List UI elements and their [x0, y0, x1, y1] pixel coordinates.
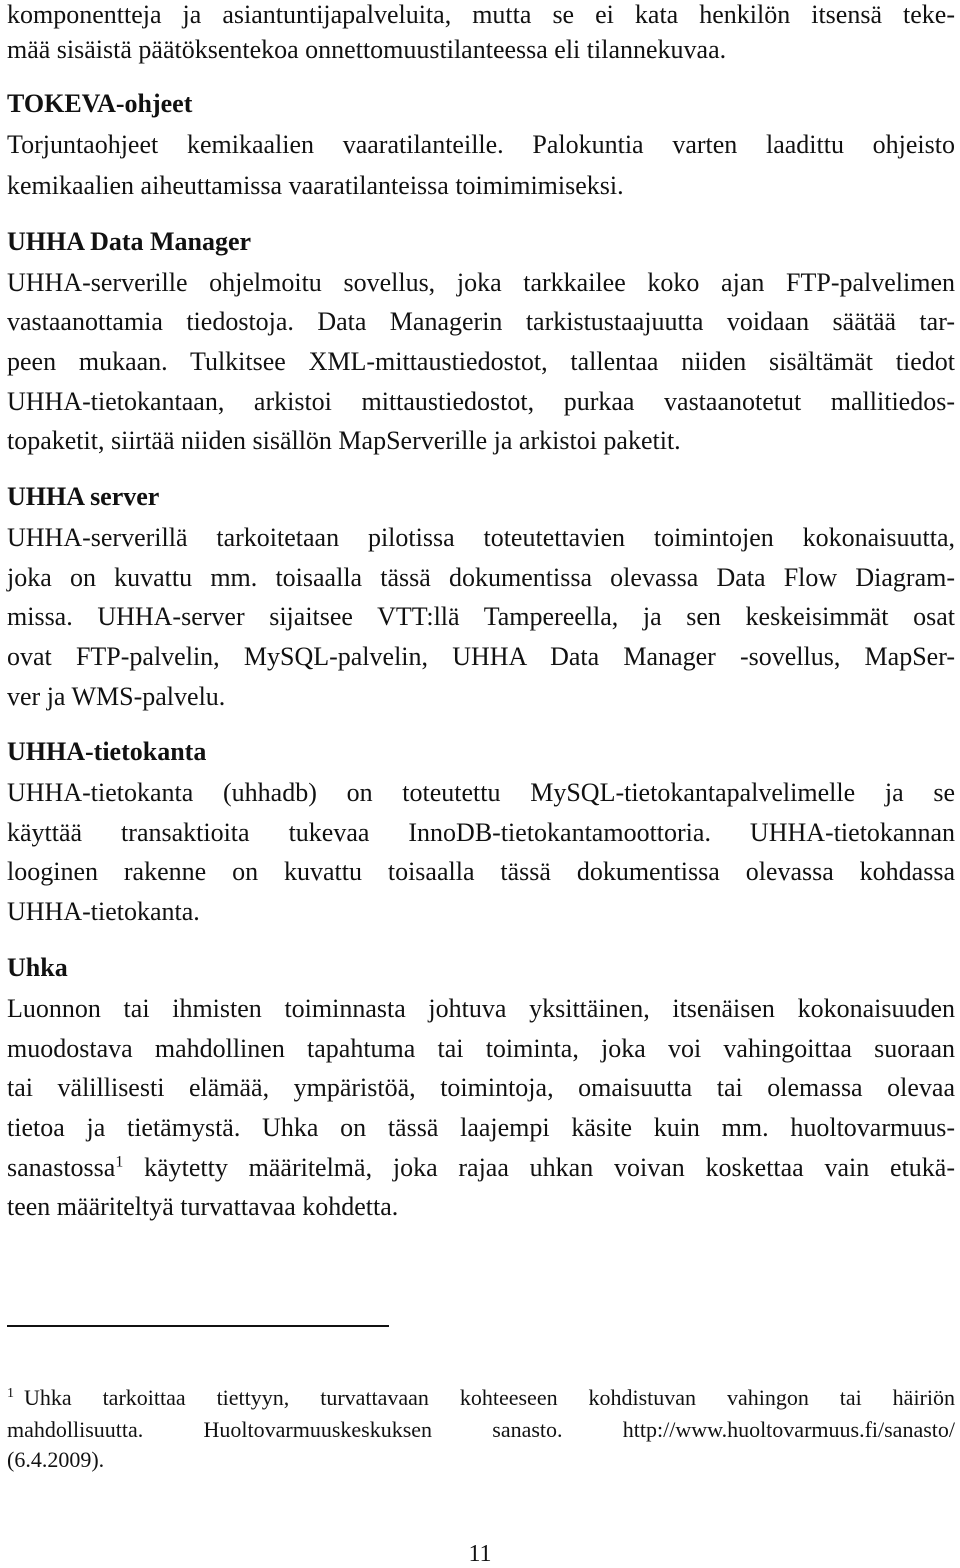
server-line-5: ver ja WMS-palvelu.: [7, 682, 226, 711]
data-manager-line-5: topaketit, siirtää niiden sisällön MapServerille ja arkistoi paketit.: [7, 426, 681, 455]
heading-uhka: Uhka: [7, 953, 68, 982]
footnote-line-3: (6.4.2009).: [7, 1447, 105, 1472]
data-manager-line-1: UHHA-serverille ohjelmoitu sovellus, joka tarkkailee koko ajan FTP-palvelimen: [7, 268, 955, 297]
footnote-number: 1: [7, 1385, 14, 1401]
server-line-1: UHHA-serverillä tarkoitetaan pilotissa toteutettavien toimintojen kokonaisuutta,: [7, 523, 955, 552]
tokeva-line-2: kemikaalien aiheuttamissa vaaratilanteissa toimimimiseksi.: [7, 171, 624, 200]
footnote-line-1: [7, 1385, 955, 1411]
footnote-line-2: mahdollisuutta. Huoltovarmuuskeskuksen sanasto. http://www.huoltovarmuus.fi/sanasto/: [7, 1417, 955, 1442]
database-line-3: looginen rakenne on kuvattu toisaalla tässä dokumentissa olevassa kohdassa: [7, 857, 955, 886]
database-line-1: UHHA-tietokanta (uhhadb) on toteutettu MySQL-tietokantapalvelimelle ja se: [7, 778, 955, 807]
data-manager-line-3: peen mukaan. Tulkitsee XML-mittaustiedostot, tallentaa niiden sisältämät tiedot: [7, 347, 955, 376]
server-line-4: ovat FTP-palvelin, MySQL-palvelin, UHHA Data Manager -sovellus, MapSer-: [7, 642, 955, 671]
database-line-2: käyttää transaktioita tukevaa InnoDB-tietokantamoottoria. UHHA-tietokannan: [7, 818, 955, 847]
intro-line-2: mää sisäistä päätöksentekoa onnettomuustilanteessa eli tilannekuvaa.: [7, 35, 727, 64]
server-line-2: joka on kuvattu mm. toisaalla tässä dokumentissa olevassa Data Flow Diagram-: [7, 563, 955, 592]
footnote-text-1: Uhka tarkoittaa tiettyyn, turvattavaan kohteeseen kohdistuvan vahingon tai häiriön: [24, 1385, 955, 1410]
heading-database: UHHA-tietokanta: [7, 737, 207, 766]
page-number: 11: [468, 1541, 492, 1567]
heading-server: UHHA server: [7, 482, 160, 511]
uhka-line-5: [7, 1153, 955, 1183]
heading-data-manager: UHHA Data Manager: [7, 227, 252, 256]
footnote-separator: [7, 1325, 389, 1327]
intro-line-1: komponentteja ja asiantuntijapalveluita, mutta se ei kata henkilön itsensä teke-: [7, 0, 955, 29]
data-manager-line-4: UHHA-tietokantaan, arkistoi mittaustiedostot, purkaa vastaanotetut mallitiedos-: [7, 387, 955, 416]
footnote-reference[interactable]: 1: [115, 1153, 124, 1171]
data-manager-line-2: vastaanottamia tiedostoja. Data Managerin tarkistustaajuutta voidaan säätää tar-: [7, 307, 955, 336]
database-line-4: UHHA-tietokanta.: [7, 897, 200, 926]
uhka-line-5-start: sanastossa: [7, 1153, 116, 1182]
tokeva-line-1: Torjuntaohjeet kemikaalien vaaratilanteille. Palokuntia varten laadittu ohjeisto: [7, 130, 955, 159]
uhka-line-6: teen määriteltyä turvattavaa kohdetta.: [7, 1192, 399, 1221]
uhka-line-1: Luonnon tai ihmisten toiminnasta johtuva yksittäinen, itsenäisen kokonaisuuden: [7, 994, 955, 1023]
uhka-line-3: tai välillisesti elämää, ympäristöä, toimintoja, omaisuutta tai olemassa olevaa: [7, 1073, 955, 1102]
uhka-line-2: muodostava mahdollinen tapahtuma tai toiminta, joka voi vahingoittaa suoraan: [7, 1034, 955, 1063]
uhka-line-5-end: käytetty määritelmä, joka rajaa uhkan voivan koskettaa vain etukä-: [123, 1153, 955, 1182]
uhka-line-4: tietoa ja tietämystä. Uhka on tässä laajempi käsite kuin mm. huoltovarmuus-: [7, 1113, 955, 1142]
server-line-3: missa. UHHA-server sijaitsee VTT:llä Tampereella, ja sen keskeisimmät osat: [7, 602, 955, 631]
heading-tokeva: TOKEVA-ohjeet: [7, 89, 193, 118]
